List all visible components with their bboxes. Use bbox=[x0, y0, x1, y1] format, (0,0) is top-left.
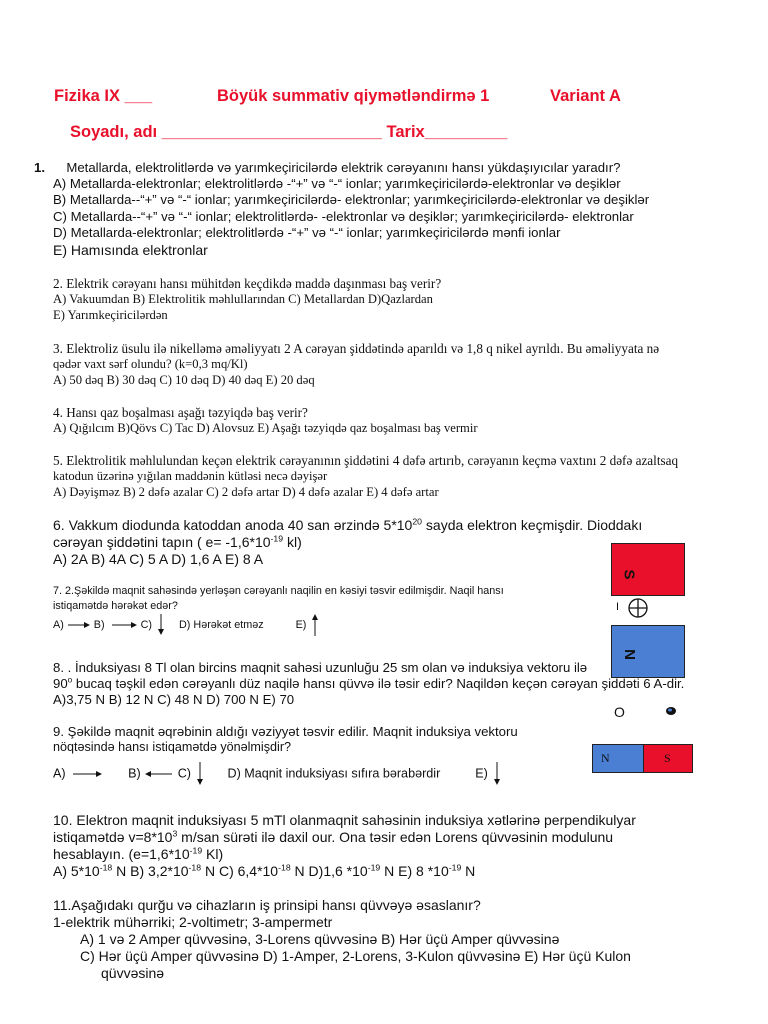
question-2: 2. Elektrik cərəyanı hansı mühitdən keçdikdə maddə daşınması baş verir? bbox=[53, 276, 442, 291]
q11-options-e-cont[interactable]: qüvvəsinə bbox=[101, 965, 165, 981]
q6-options[interactable]: A) 2A B) 4A C) 5 A D) 1,6 A E) 8 A bbox=[53, 551, 264, 567]
q1-option-c[interactable]: C) Metallarda--“+” və “-“ ionlar; elektrolitlərdə- -elektronlar və deşiklər; yarımkeçiricilərdə- elektronlar bbox=[53, 209, 634, 224]
question-9-line2: nöqtəsində hansı istiqamətdə yönəlmişdir? bbox=[53, 740, 292, 754]
q10-option-d-exp: -19 bbox=[367, 862, 381, 873]
current-label: I bbox=[616, 601, 619, 613]
q10-line2-exponent: 3 bbox=[172, 828, 178, 839]
question-7-line2: istiqamətdə hərəkət edər? bbox=[53, 600, 178, 612]
bar-magnet-south-label: S bbox=[664, 751, 671, 765]
q10-line2-b: m/san sürəti ilə daxil our. Ona təsir edən Lorens qüvvəsinin modulunu bbox=[177, 829, 614, 845]
q2-options[interactable]: A) Vakuumdan B) Elektrolitik məhlullarından C) Metallardan D)Qazlardan bbox=[53, 292, 433, 306]
q10-option-b[interactable]: N B) 3,2*10 bbox=[112, 863, 189, 879]
point-o-dot-icon bbox=[664, 705, 678, 717]
magnet-pole-bottom bbox=[611, 625, 685, 678]
q9-option-a[interactable]: A) bbox=[53, 766, 66, 781]
question-11: 11.Aşağıdakı qurğu və cihazların iş prinsipi hansı qüvvəyə əsaslanır? bbox=[53, 897, 481, 913]
q6-line2-b: kl) bbox=[283, 534, 302, 550]
question-8-line2 bbox=[53, 676, 684, 691]
q6-exponent: 20 bbox=[412, 516, 423, 527]
q9-option-e[interactable]: E) bbox=[475, 766, 488, 781]
q8-options[interactable]: A)3,75 N B) 12 N C) 48 N D) 700 N E) 70 bbox=[53, 692, 295, 707]
q6-line2-exponent: -19 bbox=[270, 533, 284, 544]
question-5: 5. Elektrolitik məhlulundan keçən elektrik cərəyanının şiddətini 4 dəfə artırıb, cərəyanın keçmə vaxtını 2 dəfə azaltsaq bbox=[53, 453, 679, 468]
q10-option-a[interactable]: A) 5*10 bbox=[53, 863, 100, 879]
q10-option-e-unit: N bbox=[461, 863, 476, 879]
q8-text-b: bucaq təşkil edən cərəyanlı düz naqilə hansı qüvvə ilə təsir edir? Naqildən keçən cərəyan şiddəti 6 A-dir. bbox=[72, 676, 685, 691]
q10-option-e[interactable]: N E) 8 *10 bbox=[380, 863, 449, 879]
question-number: 1. bbox=[34, 160, 45, 175]
q4-options[interactable]: A) Qığılcım B)Qövs C) Tac D) Alovsuz E) Aşağı təzyiqdə qaz boşalması baş vermir bbox=[53, 421, 478, 435]
q10-line3-exponent: -19 bbox=[189, 845, 203, 856]
bar-magnet-north bbox=[592, 744, 644, 773]
q9-option-b[interactable]: B) bbox=[128, 766, 141, 781]
question-3-line2: qədər vaxt sərf olundu? (k=0,3 mq/Kl) bbox=[53, 357, 248, 371]
current-cross-icon bbox=[627, 597, 649, 619]
q7-option-d[interactable]: D) Hərəkət etməz bbox=[179, 618, 264, 631]
bar-magnet-south bbox=[643, 744, 693, 773]
question-10: 10. Elektron maqnit induksiyası 5 mTl olanmaqnit sahəsinin induksiya xətlərinə perpendikulyar bbox=[53, 812, 636, 828]
q10-options[interactable] bbox=[53, 863, 475, 879]
q3-options[interactable]: A) 50 dəq B) 30 dəq C) 10 dəq D) 40 dəq E) 20 dəq bbox=[53, 373, 315, 387]
q10-option-b-exp: -18 bbox=[188, 862, 202, 873]
magnet-pole-top-label: S bbox=[620, 569, 638, 580]
question-10-line3 bbox=[53, 846, 223, 862]
q7-options[interactable] bbox=[53, 614, 321, 636]
bar-magnet-north-label: N bbox=[601, 751, 610, 765]
q1-option-b[interactable]: B) Metallarda--“+” və “-“ ionlar; yarımkeçiricilərdə- elektronlar; yarımkeçiricilərdə-elektronlar və deşiklər bbox=[53, 192, 650, 207]
q11-options-cde[interactable]: C) Hər üçü Amper qüvvəsinə D) 1-Amper, 2-Lorens, 3-Kulon qüvvəsinə E) Hər üçü Kulon bbox=[80, 948, 631, 964]
arrow-left-icon bbox=[144, 769, 174, 779]
question-7: 7. 2.Şəkildə maqnit sahəsində yerləşən cərəyanlı naqilin en kəsiyi təsvir edilmişdir. Naqil hansı bbox=[53, 585, 504, 597]
arrow-down-icon bbox=[491, 762, 503, 786]
q10-line2-a: istiqamətdə v=8*10 bbox=[53, 829, 173, 845]
q10-option-c[interactable]: N C) 6,4*10 bbox=[201, 863, 279, 879]
q7-option-e[interactable]: E) bbox=[295, 618, 307, 631]
question-6 bbox=[53, 517, 642, 533]
question-5-line2: katodun üzərinə yığılan maddənin kütləsi necə dəyişər bbox=[53, 469, 328, 483]
point-o-label: O bbox=[614, 704, 625, 720]
variant-title: Variant A bbox=[550, 87, 621, 105]
q6-text-b: sayda elektron keçmişdir. Dioddakı bbox=[422, 517, 643, 533]
q8-angle: 90 bbox=[53, 676, 68, 691]
q10-option-e-exp: -19 bbox=[448, 862, 462, 873]
q10-option-d[interactable]: N D)1,6 *10 bbox=[290, 863, 368, 879]
arrow-right-icon bbox=[108, 620, 138, 630]
exam-title: Böyük summativ qiymətləndirmə 1 bbox=[217, 87, 490, 105]
arrow-down-icon bbox=[194, 762, 206, 786]
arrow-right-icon bbox=[69, 769, 103, 779]
q7-option-c[interactable]: C) bbox=[140, 618, 152, 631]
q9-option-c[interactable]: C) bbox=[177, 766, 191, 781]
arrow-down-icon bbox=[155, 614, 167, 636]
q7-option-a[interactable]: A) bbox=[53, 618, 64, 631]
q5-options[interactable]: A) Dəyişməz B) 2 dəfə azalar C) 2 dəfə artar D) 4 dəfə azalar E) 4 dəfə artar bbox=[53, 485, 439, 499]
question-6-line2 bbox=[53, 534, 302, 550]
question-8: 8. . İnduksiyası 8 Tl olan bircins maqnit sahəsi uzunluğu 25 sm olan və induksiya vektoru ilə bbox=[53, 660, 588, 675]
q9-options[interactable] bbox=[53, 762, 503, 786]
q10-option-c-exp: -18 bbox=[278, 862, 291, 873]
magnet-pole-bottom-label: N bbox=[620, 649, 638, 660]
q1-option-e[interactable]: E) Hamısında elektronlar bbox=[53, 242, 208, 258]
q9-option-d[interactable]: D) Maqnit induksiyası sıfıra bərabərdir bbox=[227, 766, 441, 781]
q10-option-a-exp: -18 bbox=[99, 862, 113, 873]
q10-line3-a: hesablayın. (e=1,6*10 bbox=[53, 846, 190, 862]
q6-line2-a: cərəyan şiddətini tapın ( e= -1,6*10 bbox=[53, 534, 271, 550]
magnet-pole-top bbox=[611, 543, 685, 596]
question-4: 4. Hansı qaz boşalması aşağı təzyiqdə baş verir? bbox=[53, 405, 308, 420]
subject-title: Fizika IX ___ bbox=[54, 87, 153, 105]
question-10-line2 bbox=[53, 829, 613, 845]
q1-option-a[interactable]: A) Metallarda-elektronlar; elektrolitlərdə -“+” və “-“ ionlar; yarımkeçiricilərdə-elektronlar və deşiklər bbox=[53, 176, 621, 191]
q8-degree: o bbox=[67, 675, 73, 685]
question-9: 9. Şəkildə maqnit əqrəbinin aldığı vəziyyət təsvir edilir. Maqnit induksiya vektoru bbox=[53, 724, 518, 739]
arrow-right-icon bbox=[67, 620, 91, 630]
name-date-line: Soyadı, adı ________________________ Tarix_________ bbox=[70, 123, 508, 141]
q11-options-ab[interactable]: A) 1 və 2 Amper qüvvəsinə, 3-Lorens qüvvəsinə B) Hər üçü Amper qüvvəsinə bbox=[80, 931, 560, 947]
q6-text-a: 6. Vakkum diodunda katoddan anoda 40 san ərzində 5*10 bbox=[53, 517, 413, 533]
question-11-line2: 1-elektrik mühərriki; 2-voltimetr; 3-ampermetr bbox=[53, 914, 333, 930]
question-text: Metallarda, elektrolitlərdə və yarımkeçiricilərdə elektrik cərəyanını hansı yükdaşıyıcılar yaradır? bbox=[66, 160, 621, 175]
q2-options-line2[interactable]: E) Yarımkeçiricilərdən bbox=[53, 308, 168, 322]
q10-line3-b: Kl) bbox=[202, 846, 224, 862]
arrow-up-icon bbox=[309, 614, 321, 636]
question-1 bbox=[34, 160, 620, 175]
question-3: 3. Elektroliz üsulu ilə nikelləmə əməliyyatı 2 A cərəyan şiddətində aparıldı və 1,8 q nikel ayrıldı. Bu əməliyyata nə bbox=[53, 341, 660, 356]
q7-option-b[interactable]: B) bbox=[93, 618, 105, 631]
q1-option-d[interactable]: D) Metallarda-elektronlar; elektrolitlərdə -“+” və “-“ ionlar; yarımkeçiricilərdə mənfi ionlar bbox=[53, 225, 561, 240]
